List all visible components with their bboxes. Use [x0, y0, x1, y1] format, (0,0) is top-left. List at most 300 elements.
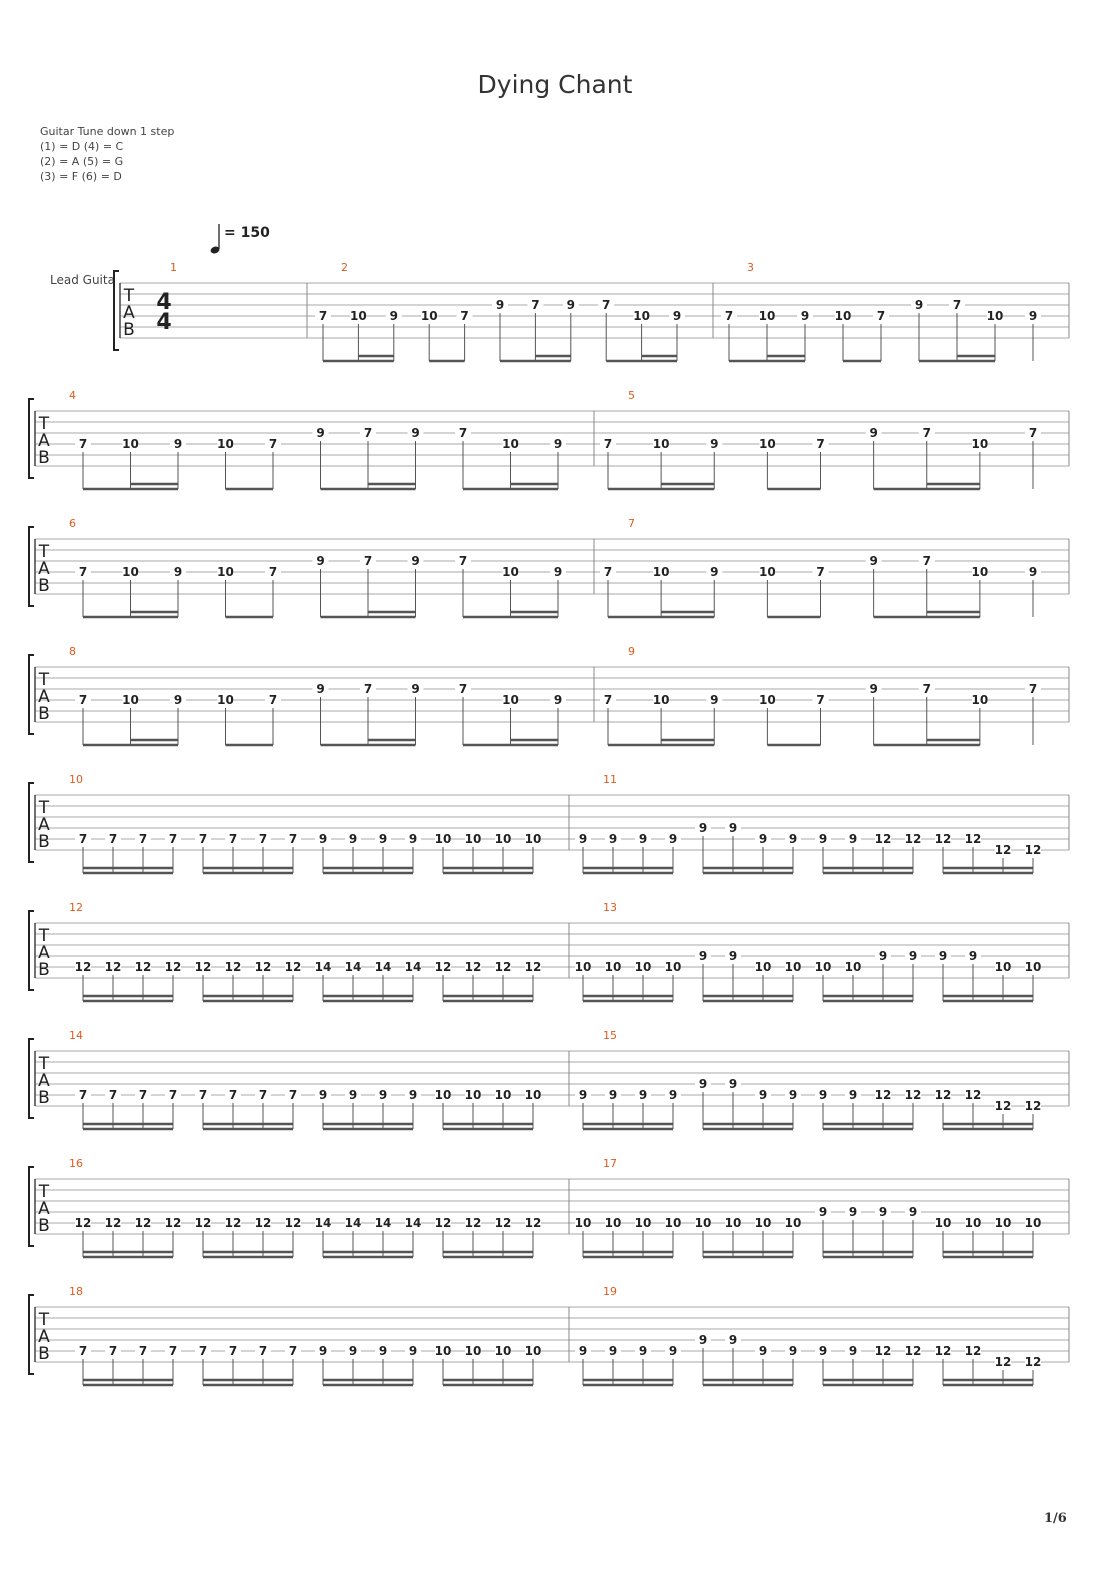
fret-number: 7 [922, 426, 931, 440]
measure-number: 19 [603, 1285, 617, 1298]
fret-number: 9 [818, 1088, 828, 1102]
fret-number: 9 [378, 832, 388, 846]
fret-number: 10 [502, 437, 519, 451]
fret-number: 9 [908, 949, 918, 963]
fret-number: 10 [652, 565, 670, 579]
fret-number: 12 [934, 832, 952, 846]
fret-number: 7 [138, 1088, 148, 1102]
tab-clef-b: B [38, 448, 50, 468]
fret-number: 7 [258, 832, 268, 846]
fret-number: 9 [173, 693, 183, 707]
fret-number: 7 [458, 682, 468, 696]
fret-number: 12 [464, 1216, 482, 1230]
fret-number: 9 [408, 832, 418, 846]
fret-number: 9 [668, 1344, 678, 1358]
fret-number: 7 [108, 1344, 118, 1358]
tab-clef-b: B [38, 704, 50, 724]
fret-number: 9 [758, 1088, 768, 1102]
fret-number: 9 [608, 1088, 618, 1102]
fret-number: 10 [122, 437, 139, 451]
fret-number: 10 [652, 693, 670, 707]
fret-number: 9 [316, 554, 325, 568]
fret-number: 10 [502, 693, 519, 707]
fret-number: 7 [724, 309, 734, 323]
fret-number: 9 [848, 832, 858, 846]
fret-number: 12 [964, 832, 982, 846]
fret-number: 9 [818, 832, 828, 846]
fret-number: 7 [168, 1344, 178, 1358]
system-bracket [114, 271, 119, 350]
score-title: Dying Chant [477, 70, 633, 99]
fret-number: 9 [698, 949, 708, 963]
fret-number: 7 [602, 298, 611, 312]
fret-number: 7 [228, 1344, 238, 1358]
fret-number: 9 [848, 1088, 858, 1102]
fret-number: 10 [122, 693, 139, 707]
system-bracket [29, 527, 34, 606]
fret-number: 9 [668, 1088, 678, 1102]
measure-number: 12 [69, 901, 83, 914]
fret-number: 9 [1028, 309, 1038, 323]
fret-number: 7 [1028, 682, 1038, 696]
fret-number: 10 [633, 309, 650, 323]
fret-number: 14 [314, 1216, 332, 1230]
system-bracket [29, 1039, 34, 1118]
fret-number: 9 [848, 1205, 858, 1219]
measure-number: 9 [628, 645, 635, 658]
fret-number: 9 [608, 832, 618, 846]
system-bracket [29, 783, 34, 862]
fret-number: 12 [164, 960, 182, 974]
page-number: 1/6 [1044, 1511, 1067, 1526]
measure-number: 15 [603, 1029, 617, 1042]
fret-number: 10 [994, 1216, 1012, 1230]
fret-number: 12 [904, 1344, 922, 1358]
measure-number: 1 [170, 261, 177, 274]
fret-number: 10 [217, 437, 234, 451]
tab-clef-a: A [38, 815, 50, 835]
fret-number: 7 [363, 426, 373, 440]
fret-number: 9 [968, 949, 978, 963]
fret-number: 10 [524, 1344, 542, 1358]
fret-number: 9 [728, 821, 738, 835]
fret-number: 9 [411, 426, 420, 440]
tab-clef-a: A [38, 943, 50, 963]
tuning-line: (2) = A (5) = G [40, 155, 124, 168]
fret-number: 9 [553, 437, 563, 451]
fret-number: 7 [603, 565, 613, 579]
fret-number: 7 [78, 565, 88, 579]
fret-number: 7 [198, 832, 208, 846]
tab-clef-t: T [123, 286, 135, 306]
fret-number: 10 [784, 960, 802, 974]
fret-number: 7 [458, 426, 468, 440]
fret-number: 7 [168, 1088, 178, 1102]
fret-number: 14 [404, 960, 422, 974]
fret-number: 7 [531, 298, 540, 312]
fret-number: 7 [288, 1344, 298, 1358]
measure-number: 14 [69, 1029, 83, 1042]
fret-number: 10 [604, 960, 622, 974]
fret-number: 7 [876, 309, 886, 323]
fret-number: 12 [994, 1355, 1012, 1369]
fret-number: 9 [378, 1344, 388, 1358]
fret-number: 10 [652, 437, 670, 451]
fret-number: 10 [994, 960, 1012, 974]
tab-clef-a: A [38, 431, 50, 451]
fret-number: 12 [904, 832, 922, 846]
fret-number: 7 [603, 693, 613, 707]
fret-number: 9 [878, 1205, 888, 1219]
tab-clef-t: T [38, 926, 50, 946]
fret-number: 9 [878, 949, 888, 963]
fret-number: 10 [1024, 1216, 1042, 1230]
fret-number: 7 [258, 1088, 268, 1102]
fret-number: 10 [434, 1344, 452, 1358]
tab-clef-b: B [38, 1088, 50, 1108]
fret-number: 10 [986, 309, 1004, 323]
fret-number: 9 [408, 1344, 418, 1358]
fret-number: 12 [524, 1216, 542, 1230]
fret-number: 7 [78, 832, 88, 846]
fret-number: 12 [194, 960, 212, 974]
fret-number: 7 [458, 554, 468, 568]
fret-number: 9 [638, 832, 648, 846]
fret-number: 14 [344, 1216, 362, 1230]
measure-number: 4 [69, 389, 76, 402]
measure-number: 3 [747, 261, 754, 274]
fret-number: 12 [104, 1216, 122, 1230]
fret-number: 9 [698, 1333, 708, 1347]
tab-clef-a: A [38, 559, 50, 579]
measure-number: 11 [603, 773, 617, 786]
fret-number: 9 [710, 565, 719, 579]
fret-number: 9 [495, 298, 505, 312]
fret-number: 9 [758, 832, 768, 846]
fret-number: 10 [664, 1216, 682, 1230]
fret-number: 7 [363, 682, 373, 696]
fret-number: 10 [971, 437, 989, 451]
fret-number: 7 [268, 693, 278, 707]
time-signature-bottom: 4 [156, 310, 172, 335]
fret-number: 9 [408, 1088, 418, 1102]
fret-number: 10 [574, 1216, 592, 1230]
fret-number: 12 [134, 960, 152, 974]
fret-number: 12 [434, 960, 452, 974]
fret-number: 7 [952, 298, 962, 312]
fret-number: 7 [460, 309, 469, 323]
fret-number: 9 [318, 1344, 328, 1358]
fret-number: 10 [814, 960, 832, 974]
tab-clef-t: T [38, 414, 50, 434]
fret-number: 7 [816, 565, 825, 579]
fret-number: 9 [758, 1344, 768, 1358]
fret-number: 7 [78, 437, 88, 451]
fret-number: 10 [759, 693, 776, 707]
fret-number: 10 [754, 960, 772, 974]
fret-number: 10 [759, 437, 776, 451]
fret-number: 12 [494, 960, 512, 974]
fret-number: 9 [710, 437, 719, 451]
fret-number: 9 [728, 1077, 738, 1091]
time-signature-top: 4 [156, 290, 172, 315]
fret-number: 14 [374, 960, 392, 974]
fret-number: 7 [108, 832, 118, 846]
fret-number: 14 [404, 1216, 422, 1230]
fret-number: 9 [578, 1088, 588, 1102]
fret-number: 12 [934, 1344, 952, 1358]
fret-number: 7 [258, 1344, 268, 1358]
fret-number: 12 [224, 960, 242, 974]
fret-number: 9 [578, 832, 588, 846]
fret-number: 9 [908, 1205, 918, 1219]
measure-number: 5 [628, 389, 635, 402]
fret-number: 7 [78, 1344, 88, 1358]
fret-number: 12 [934, 1088, 952, 1102]
fret-number: 7 [138, 832, 148, 846]
tab-clef-t: T [38, 1182, 50, 1202]
fret-number: 10 [464, 1088, 482, 1102]
fret-number: 7 [288, 832, 298, 846]
fret-number: 9 [173, 437, 183, 451]
fret-number: 12 [874, 1088, 892, 1102]
fret-number: 9 [668, 832, 678, 846]
fret-number: 9 [710, 693, 719, 707]
measure-number: 13 [603, 901, 617, 914]
fret-number: 10 [758, 309, 776, 323]
tab-clef-b: B [123, 320, 135, 340]
fret-number: 10 [964, 1216, 982, 1230]
fret-number: 9 [869, 554, 878, 568]
fret-number: 10 [464, 832, 482, 846]
tempo-marking: = 150 [224, 225, 270, 241]
fret-number: 12 [994, 843, 1012, 857]
fret-number: 9 [608, 1344, 618, 1358]
tab-clef-a: A [123, 303, 135, 323]
fret-number: 9 [378, 1088, 388, 1102]
fret-number: 9 [348, 1088, 358, 1102]
fret-number: 10 [634, 1216, 652, 1230]
fret-number: 10 [524, 832, 542, 846]
fret-number: 12 [284, 1216, 302, 1230]
fret-number: 7 [363, 554, 373, 568]
fret-number: 12 [464, 960, 482, 974]
measure-number: 6 [69, 517, 76, 530]
fret-number: 10 [494, 1088, 512, 1102]
fret-number: 10 [934, 1216, 952, 1230]
fret-number: 7 [318, 309, 328, 323]
tab-clef-t: T [38, 798, 50, 818]
fret-number: 7 [1028, 426, 1038, 440]
fret-number: 12 [994, 1099, 1012, 1113]
fret-number: 10 [494, 832, 512, 846]
fret-number: 9 [1028, 565, 1038, 579]
fret-number: 9 [316, 426, 325, 440]
tab-clef-a: A [38, 1071, 50, 1091]
fret-number: 7 [78, 693, 88, 707]
fret-number: 12 [904, 1088, 922, 1102]
system-bracket [29, 911, 34, 990]
fret-number: 12 [434, 1216, 452, 1230]
fret-number: 7 [603, 437, 613, 451]
tab-clef-b: B [38, 576, 50, 596]
fret-number: 9 [848, 1344, 858, 1358]
tuning-line: (3) = F (6) = D [40, 170, 122, 183]
fret-number: 9 [914, 298, 924, 312]
fret-number: 12 [964, 1344, 982, 1358]
fret-number: 10 [122, 565, 139, 579]
fret-number: 9 [698, 821, 708, 835]
measure-number: 10 [69, 773, 83, 786]
fret-number: 9 [869, 426, 878, 440]
fret-number: 9 [578, 1344, 588, 1358]
fret-number: 12 [494, 1216, 512, 1230]
fret-number: 10 [434, 1088, 452, 1102]
fret-number: 9 [553, 693, 563, 707]
fret-number: 10 [694, 1216, 712, 1230]
tab-clef-b: B [38, 1216, 50, 1236]
fret-number: 10 [759, 565, 776, 579]
fret-number: 10 [844, 960, 862, 974]
fret-number: 7 [922, 554, 931, 568]
fret-number: 10 [724, 1216, 742, 1230]
fret-number: 10 [664, 960, 682, 974]
fret-number: 9 [638, 1344, 648, 1358]
fret-number: 12 [524, 960, 542, 974]
fret-number: 12 [1024, 1355, 1042, 1369]
fret-number: 7 [816, 437, 825, 451]
fret-number: 9 [173, 565, 183, 579]
system-bracket [29, 1295, 34, 1374]
fret-number: 10 [971, 565, 989, 579]
fret-number: 7 [198, 1344, 208, 1358]
fret-number: 9 [348, 832, 358, 846]
tab-clef-a: A [38, 687, 50, 707]
fret-number: 10 [574, 960, 592, 974]
fret-number: 10 [524, 1088, 542, 1102]
fret-number: 10 [217, 565, 234, 579]
fret-number: 9 [318, 832, 328, 846]
fret-number: 9 [389, 309, 398, 323]
fret-number: 14 [314, 960, 332, 974]
system-bracket [29, 655, 34, 734]
fret-number: 9 [411, 682, 420, 696]
fret-number: 9 [728, 1333, 738, 1347]
fret-number: 10 [634, 960, 652, 974]
tab-clef-t: T [38, 1310, 50, 1330]
fret-number: 7 [816, 693, 825, 707]
fret-number: 12 [874, 832, 892, 846]
tab-clef-t: T [38, 1054, 50, 1074]
fret-number: 9 [728, 949, 738, 963]
measure-number: 16 [69, 1157, 83, 1170]
fret-number: 9 [348, 1344, 358, 1358]
fret-number: 9 [800, 309, 810, 323]
fret-number: 7 [108, 1088, 118, 1102]
fret-number: 9 [672, 309, 682, 323]
fret-number: 9 [818, 1344, 828, 1358]
tab-clef-a: A [38, 1327, 50, 1347]
fret-number: 9 [788, 1088, 798, 1102]
fret-number: 9 [788, 1344, 798, 1358]
measure-number: 2 [341, 261, 348, 274]
fret-number: 10 [604, 1216, 622, 1230]
fret-number: 7 [268, 437, 278, 451]
measure-number: 8 [69, 645, 76, 658]
fret-number: 9 [818, 1205, 828, 1219]
fret-number: 9 [938, 949, 948, 963]
fret-number: 10 [434, 832, 452, 846]
fret-number: 10 [464, 1344, 482, 1358]
fret-number: 12 [74, 1216, 92, 1230]
fret-number: 10 [502, 565, 519, 579]
tab-clef-t: T [38, 542, 50, 562]
fret-number: 10 [420, 309, 438, 323]
fret-number: 10 [971, 693, 989, 707]
fret-number: 7 [168, 832, 178, 846]
fret-number: 12 [74, 960, 92, 974]
fret-number: 10 [350, 309, 367, 323]
fret-number: 10 [494, 1344, 512, 1358]
fret-number: 12 [164, 1216, 182, 1230]
fret-number: 9 [553, 565, 563, 579]
fret-number: 7 [138, 1344, 148, 1358]
measure-number: 18 [69, 1285, 83, 1298]
fret-number: 12 [104, 960, 122, 974]
fret-number: 10 [754, 1216, 772, 1230]
instrument-name: Lead Guita [50, 273, 115, 287]
tab-clef-b: B [38, 1344, 50, 1364]
fret-number: 7 [268, 565, 278, 579]
fret-number: 9 [316, 682, 325, 696]
fret-number: 9 [638, 1088, 648, 1102]
fret-number: 10 [834, 309, 852, 323]
tab-clef-a: A [38, 1199, 50, 1219]
fret-number: 12 [224, 1216, 242, 1230]
fret-number: 14 [344, 960, 362, 974]
tuning-line: (1) = D (4) = C [40, 140, 124, 153]
fret-number: 12 [284, 960, 302, 974]
tuning-heading: Guitar Tune down 1 step [40, 125, 175, 138]
fret-number: 7 [288, 1088, 298, 1102]
fret-number: 7 [228, 832, 238, 846]
fret-number: 9 [318, 1088, 328, 1102]
fret-number: 7 [922, 682, 931, 696]
fret-number: 9 [788, 832, 798, 846]
measure-number: 7 [628, 517, 635, 530]
measure-number: 17 [603, 1157, 617, 1170]
fret-number: 9 [869, 682, 878, 696]
fret-number: 12 [1024, 1099, 1042, 1113]
system-bracket [29, 1167, 34, 1246]
fret-number: 7 [78, 1088, 88, 1102]
fret-number: 12 [194, 1216, 212, 1230]
tab-clef-t: T [38, 670, 50, 690]
fret-number: 10 [217, 693, 234, 707]
fret-number: 12 [134, 1216, 152, 1230]
fret-number: 12 [874, 1344, 892, 1358]
fret-number: 7 [198, 1088, 208, 1102]
fret-number: 12 [254, 1216, 272, 1230]
fret-number: 9 [698, 1077, 708, 1091]
fret-number: 10 [1024, 960, 1042, 974]
fret-number: 10 [784, 1216, 802, 1230]
fret-number: 14 [374, 1216, 392, 1230]
fret-number: 9 [411, 554, 420, 568]
fret-number: 7 [228, 1088, 238, 1102]
tab-clef-b: B [38, 832, 50, 852]
tab-clef-b: B [38, 960, 50, 980]
